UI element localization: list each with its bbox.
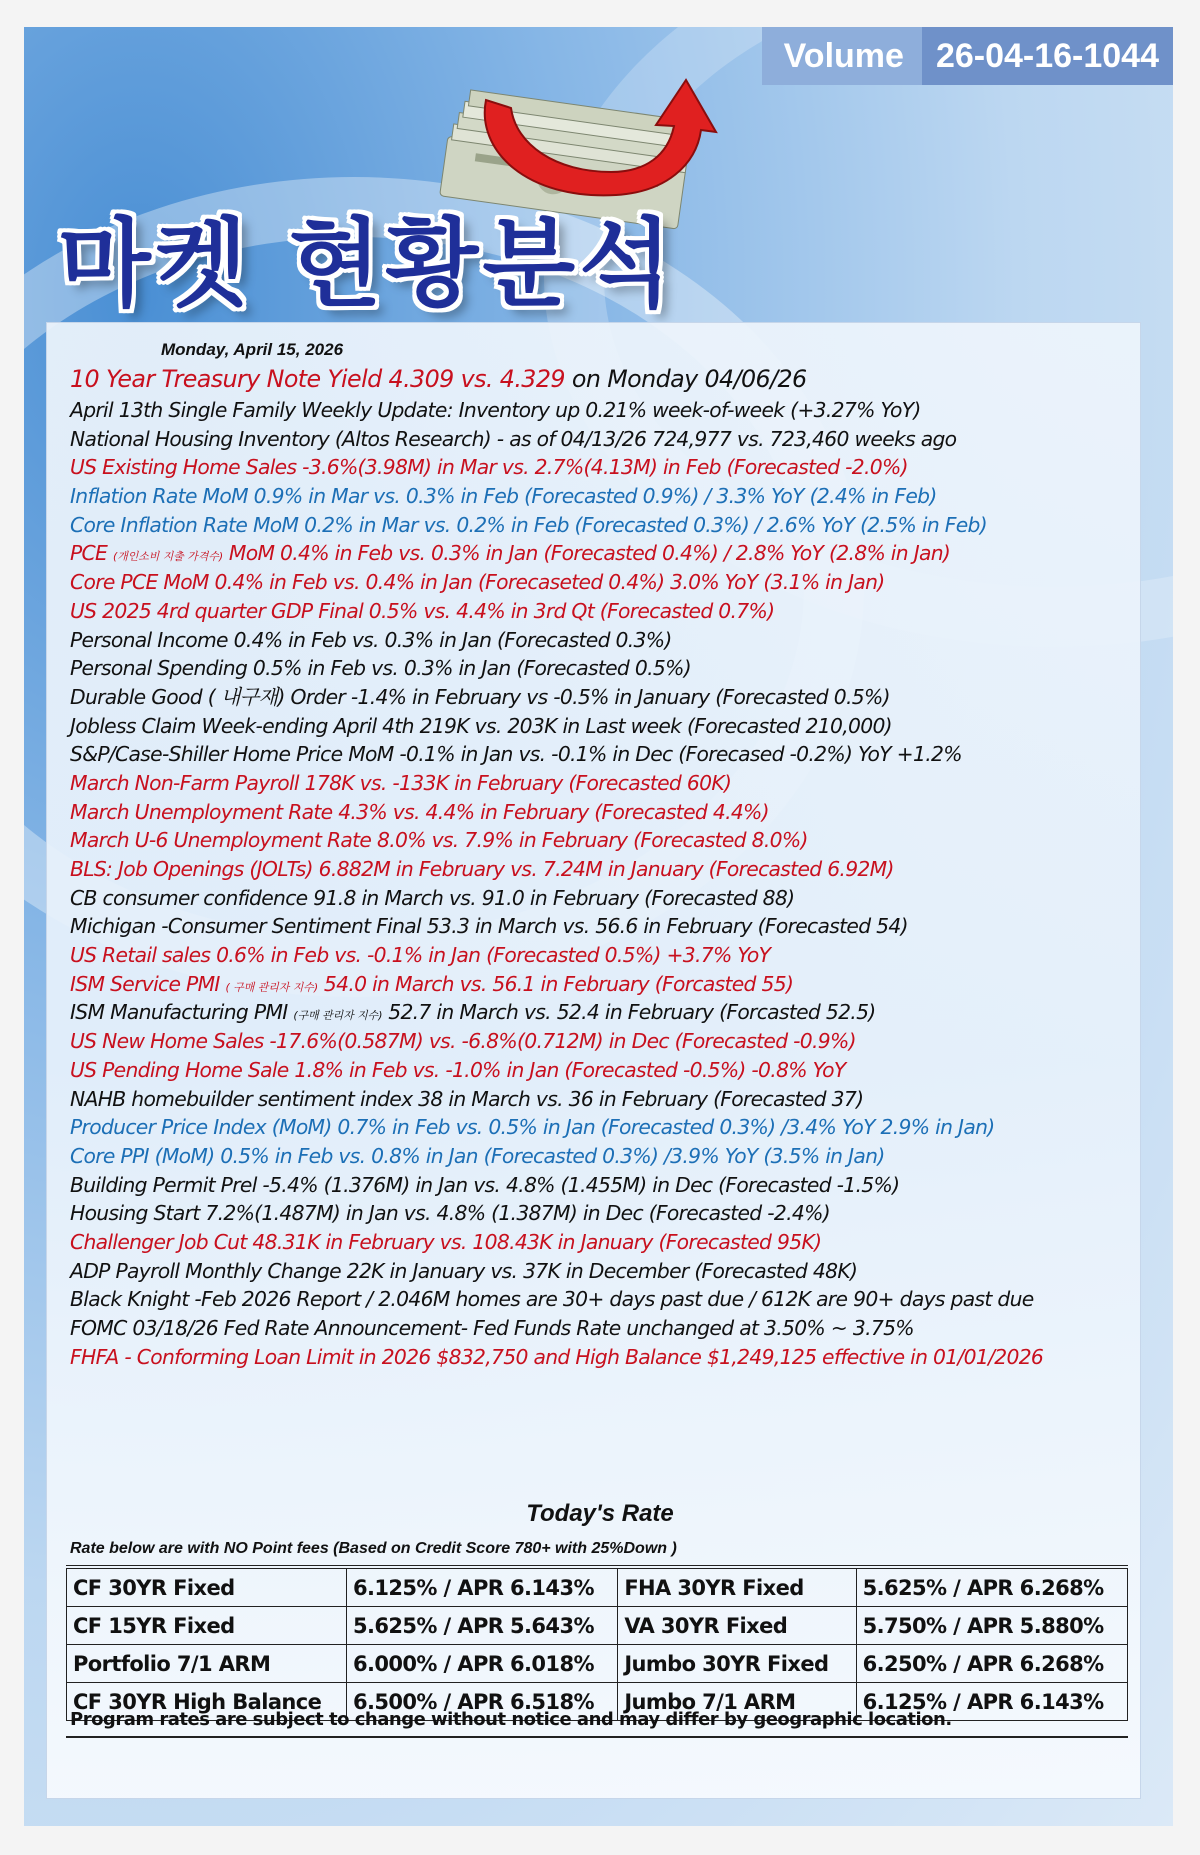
indicator-line bbox=[70, 1228, 1130, 1257]
indicator-text: Challenger Job Cut 48.31K in February vs. 108.43K in January (Forecasted 95K) bbox=[70, 1229, 822, 1254]
indicator-line bbox=[70, 1027, 1130, 1056]
indicator-text: Inflation Rate MoM 0.9% in Mar vs. 0.3% in Feb (Forecasted 0.9%) / 3.3% YoY (2.4% in Feb) bbox=[70, 484, 937, 509]
indicator-text: US Pending Home Sale 1.8% in Feb vs. -1.0% in Jan (Forecasted -0.5%) -0.8% YoY bbox=[70, 1057, 846, 1082]
indicator-line bbox=[70, 683, 1130, 712]
indicator-line bbox=[70, 654, 1130, 683]
indicator-text: ISM Service PMI bbox=[70, 971, 226, 996]
indicator-text: Core PPI (MoM) 0.5% in Feb vs. 0.8% in Jan (Forecasted 0.3%) /3.9% YoY (3.5% in Jan) bbox=[70, 1143, 885, 1168]
indicator-text-cont: MoM 0.4% in Feb vs. 0.3% in Jan (Forecasted 0.4%) / 2.8% YoY (2.8% in Jan) bbox=[223, 541, 951, 566]
indicator-line bbox=[70, 1285, 1130, 1314]
indicator-note: ( 구매 관리자 지수) bbox=[225, 980, 319, 994]
indicator-text: March Non-Farm Payroll 178K vs. -133K in February (Forecasted 60K) bbox=[70, 770, 732, 795]
rate-program-cell: CF 30YR Fixed bbox=[67, 1567, 347, 1607]
indicator-line bbox=[70, 1113, 1130, 1142]
indicator-line bbox=[70, 855, 1130, 884]
indicator-line bbox=[70, 826, 1130, 855]
indicator-line bbox=[70, 1199, 1130, 1228]
indicator-text-cont: on Monday 04/06/26 bbox=[564, 365, 807, 393]
indicator-text: National Housing Inventory (Altos Research) - as of 04/13/26 724,977 vs. 723,460 weeks ago bbox=[70, 426, 957, 451]
indicator-text: CB consumer confidence 91.8 in March vs. 91.0 in February (Forecasted 88) bbox=[70, 885, 795, 910]
rate-program-cell: Portfolio 7/1 ARM bbox=[67, 1645, 347, 1683]
rates-disclaimer: Program rates are subject to change without notice and may differ by geographic location. bbox=[70, 1709, 952, 1730]
indicator-note: (개인소비 지출 가격수) bbox=[112, 550, 224, 564]
rates-heading: Today's Rate bbox=[526, 1500, 674, 1527]
indicator-line bbox=[70, 1085, 1130, 1114]
page-title: 마켓 현황분석 bbox=[58, 208, 676, 320]
indicator-line bbox=[70, 626, 1130, 655]
rate-value-cell: 6.125% / APR 6.143% bbox=[346, 1567, 617, 1607]
indicator-line bbox=[70, 1343, 1130, 1372]
indicator-note: (구매 관리자 지수) bbox=[293, 1009, 383, 1023]
indicator-text: BLS: Job Openings (JOLTs) 6.882M in February vs. 7.24M in January (Forecasted 6.92M) bbox=[70, 857, 894, 881]
rate-program-cell: CF 15YR Fixed bbox=[67, 1607, 347, 1645]
indicator-list bbox=[70, 362, 1140, 1371]
rate-program-cell: FHA 30YR Fixed bbox=[618, 1567, 856, 1607]
indicator-line bbox=[70, 362, 1130, 396]
indicator-text: ISM Manufacturing PMI bbox=[70, 1000, 294, 1025]
indicator-text: Durable Good ( 내구재) Order -1.4% in February vs -0.5% in January (Forecasted 0.5%) bbox=[70, 684, 890, 709]
rates-table bbox=[66, 1565, 1128, 1721]
bottom-rule bbox=[66, 1736, 1128, 1738]
rate-program-cell: Jumbo 30YR Fixed bbox=[618, 1645, 856, 1683]
indicator-text: ADP Payroll Monthly Change 22K in January vs. 37K in December (Forecasted 48K) bbox=[70, 1258, 858, 1283]
indicator-line bbox=[70, 1257, 1130, 1286]
rate-program-cell: CF 30YR High Balance bbox=[67, 1683, 347, 1721]
indicator-text: US Existing Home Sales -3.6%(3.98M) in Mar vs. 2.7%(4.13M) in Feb (Forecasted -2.0%) bbox=[70, 455, 908, 480]
rate-value-cell: 6.125% / APR 6.143% bbox=[856, 1683, 1127, 1721]
indicator-text: Producer Price Index (MoM) 0.7% in Feb vs. 0.5% in Jan (Forecasted 0.3%) /3.4% YoY 2.9% in Jan) bbox=[70, 1115, 995, 1140]
indicator-line bbox=[70, 998, 1130, 1027]
table-row bbox=[67, 1607, 1128, 1645]
indicator-line bbox=[70, 712, 1130, 741]
indicator-line bbox=[70, 740, 1130, 769]
indicator-text: Personal Spending 0.5% in Feb vs. 0.3% in Jan (Forecasted 0.5%) bbox=[70, 656, 691, 681]
indicator-text-cont: 52.7 in March vs. 52.4 in February (Forcasted 52.5) bbox=[382, 1000, 876, 1025]
indicator-text: S&P/Case-Shiller Home Price MoM -0.1% in Jan vs. -0.1% in Dec (Forecased -0.2%) YoY +1.2% bbox=[70, 742, 962, 767]
rate-value-cell: 6.000% / APR 6.018% bbox=[346, 1645, 617, 1683]
rate-program-cell: VA 30YR Fixed bbox=[618, 1607, 856, 1645]
indicator-line bbox=[70, 798, 1130, 827]
indicator-text: March U-6 Unemployment Rate 8.0% vs. 7.9% in February (Forecasted 8.0%) bbox=[70, 828, 808, 853]
indicator-text: Personal Income 0.4% in Feb vs. 0.3% in Jan (Forecasted 0.3%) bbox=[70, 627, 672, 652]
rate-program-cell: Jumbo 7/1 ARM bbox=[618, 1683, 856, 1721]
indicator-text: Core PCE MoM 0.4% in Feb vs. 0.4% in Jan (Forecaseted 0.4%) 3.0% YoY (3.1% in Jan) bbox=[70, 570, 885, 595]
indicator-text: FOMC 03/18/26 Fed Rate Announcement- Fed Funds Rate unchanged at 3.50% ~ 3.75% bbox=[70, 1316, 914, 1340]
indicator-text: Michigan -Consumer Sentiment Final 53.3 in March vs. 56.6 in February (Forecasted 54) bbox=[70, 914, 908, 939]
table-row bbox=[67, 1645, 1128, 1683]
indicator-text: US Retail sales 0.6% in Feb vs. -0.1% in Jan (Forecasted 0.5%) +3.7% YoY bbox=[70, 943, 771, 968]
indicator-text: March Unemployment Rate 4.3% vs. 4.4% in February (Forecasted 4.4%) bbox=[70, 799, 769, 824]
indicator-line bbox=[70, 884, 1130, 913]
indicator-line bbox=[70, 1314, 1130, 1343]
indicator-line bbox=[70, 941, 1130, 970]
indicator-text: April 13th Single Family Weekly Update: Inventory up 0.21% week-of-week (+3.27% YoY) bbox=[70, 398, 921, 422]
rates-note: Rate below are with NO Point fees (Based on Credit Score 780+ with 25%Down ) bbox=[70, 1540, 677, 1557]
indicator-line bbox=[70, 912, 1130, 941]
rate-value-cell: 5.750% / APR 5.880% bbox=[856, 1607, 1127, 1645]
indicator-text-cont: 54.0 in March vs. 56.1 in February (Forcasted 55) bbox=[318, 971, 794, 996]
indicator-line bbox=[70, 511, 1130, 540]
indicator-line bbox=[70, 568, 1130, 597]
indicator-line bbox=[70, 425, 1130, 454]
indicator-text: Core Inflation Rate MoM 0.2% in Mar vs. 0.2% in Feb (Forecasted 0.3%) / 2.6% YoY (2.5% in Feb) bbox=[70, 512, 987, 537]
indicator-text: 10 Year Treasury Note Yield 4.309 vs. 4.329 bbox=[70, 365, 565, 393]
volume-label: Volume bbox=[783, 36, 904, 75]
indicator-text: US New Home Sales -17.6%(0.587M) vs. -6.8%(0.712M) in Dec (Forecasted -0.9%) bbox=[70, 1029, 856, 1054]
indicator-text: Jobless Claim Week-ending April 4th 219K vs. 203K in Last week (Forecasted 210,000) bbox=[70, 713, 892, 738]
indicator-line bbox=[70, 482, 1130, 511]
volume-number: 26-04-16-1044 bbox=[922, 27, 1173, 85]
indicator-line bbox=[70, 396, 1130, 425]
indicator-line bbox=[70, 970, 1130, 999]
indicator-text: NAHB homebuilder sentiment index 38 in March vs. 36 in February (Forecasted 37) bbox=[70, 1086, 864, 1111]
indicator-text: Building Permit Prel -5.4% (1.376M) in Jan vs. 4.8% (1.455M) in Dec (Forecasted -1.5%) bbox=[70, 1172, 900, 1197]
rate-value-cell: 5.625% / APR 6.268% bbox=[856, 1567, 1127, 1607]
indicator-text: US 2025 4rd quarter GDP Final 0.5% vs. 4.4% in 3rd Qt (Forecasted 0.7%) bbox=[70, 598, 775, 623]
indicator-text: PCE bbox=[70, 541, 113, 566]
rate-value-cell: 5.625% / APR 5.643% bbox=[346, 1607, 617, 1645]
indicator-text: Housing Start 7.2%(1.487M) in Jan vs. 4.8% (1.387M) in Dec (Forecasted -2.4%) bbox=[70, 1201, 830, 1226]
indicator-line bbox=[70, 1056, 1130, 1085]
rate-value-cell: 6.250% / APR 6.268% bbox=[856, 1645, 1127, 1683]
indicator-line bbox=[70, 539, 1130, 568]
indicator-text: FHFA - Conforming Loan Limit in 2026 $832,750 and High Balance $1,249,125 effective in 01/01/2026 bbox=[70, 1344, 1044, 1369]
indicator-line bbox=[70, 1171, 1130, 1200]
indicator-line bbox=[70, 1142, 1130, 1171]
volume-badge bbox=[762, 27, 1173, 85]
indicator-line bbox=[70, 597, 1130, 626]
report-date: Monday, April 15, 2026 bbox=[161, 340, 344, 359]
rate-value-cell: 6.500% / APR 6.518% bbox=[346, 1683, 617, 1721]
table-row bbox=[67, 1567, 1128, 1607]
indicator-text: Black Knight -Feb 2026 Report / 2.046M homes are 30+ days past due / 612K are 90+ days past due bbox=[70, 1287, 1034, 1312]
indicator-line bbox=[70, 453, 1130, 482]
indicator-line bbox=[70, 769, 1130, 798]
